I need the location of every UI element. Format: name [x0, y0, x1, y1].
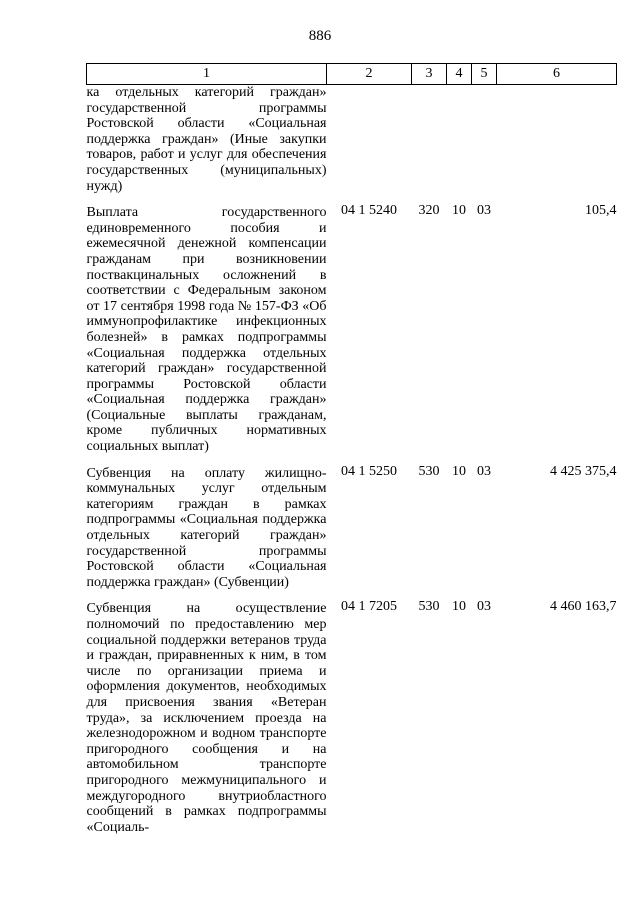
row-subsection-code — [472, 85, 497, 204]
column-header-4: 4 — [447, 64, 472, 85]
table-header-row — [87, 64, 617, 85]
table-row — [87, 85, 617, 204]
row-subsection-code: 03 — [477, 203, 491, 219]
row-section-code: 10 — [452, 463, 466, 479]
row-description: Выплата государственного единовременного пособия и ежемесячной денежной компенсации гражданам при возникновении поствакцинальных осложнений в соответствии с Федеральным законом от 17 сентября 1998 года № 157-ФЗ «Об иммунопрофилактике инфекционных болезней» в рамках подпрограммы «Социальная поддержка отдельных категорий граждан» государственной программы Ростовской области «Социальная поддержка граждан» (Социальные выплаты гражданам, кроме публичных нормативных социальных выплат) — [86, 205, 327, 455]
row-csr-code: 04 1 7205 — [341, 599, 397, 615]
row-section-code: 10 — [452, 203, 466, 219]
table-row — [87, 203, 617, 464]
row-vr-code: 530 — [418, 463, 440, 479]
row-vr-code — [412, 85, 447, 204]
row-amount: 4 460 163,7 — [550, 599, 617, 615]
row-csr-code: 04 1 5250 — [341, 463, 397, 479]
row-description: ка отдельных категорий граждан» государственной программы Ростовской области «Социальная поддержка граждан» (Иные закупки товаров, работ и услуг для обеспечения государственных (муниципальных) нужд) — [86, 85, 327, 194]
row-section-code — [447, 85, 472, 204]
row-amount: 4 425 375,4 — [550, 463, 617, 479]
column-header-1: 1 — [87, 64, 327, 85]
row-description: Субвенция на оплату жилищно-коммунальных услуг отдельным категориям граждан в рамках подпрограммы «Социальная поддержка отдельных категорий граждан» государственной программы Ростовской области «Социальная поддержка граждан» (Субвенции) — [86, 465, 327, 590]
table-row — [87, 464, 617, 600]
row-amount: 105,4 — [585, 203, 617, 219]
row-csr-code: 04 1 5240 — [341, 203, 397, 219]
row-section-code: 10 — [452, 599, 466, 615]
row-amount — [497, 85, 617, 204]
table-row — [87, 599, 617, 844]
budget-table — [86, 63, 617, 844]
row-subsection-code: 03 — [477, 463, 491, 479]
column-header-2: 2 — [327, 64, 412, 85]
column-header-5: 5 — [472, 64, 497, 85]
row-vr-code: 320 — [418, 203, 440, 219]
page-number: 886 — [308, 28, 332, 44]
row-subsection-code: 03 — [477, 599, 491, 615]
row-vr-code: 530 — [418, 599, 440, 615]
column-header-6: 6 — [497, 64, 617, 85]
column-header-3: 3 — [412, 64, 447, 85]
row-csr-code — [327, 85, 412, 204]
row-description: Субвенция на осуществление полномочий по предоставлению мер социальной поддержки ветеранов труда и граждан, приравненных к ним, в том числе по организации приема и оформления документов, необходимых для присвоения звания «Ветеран труда», за исключением проезда на железнодорожном и водном транспорте пригородного сообщения и на автомобильном транспорте пригородного межмуниципального и междугородного внутриобластного сообщений в рамках подпрограммы «Социаль- — [86, 601, 327, 835]
